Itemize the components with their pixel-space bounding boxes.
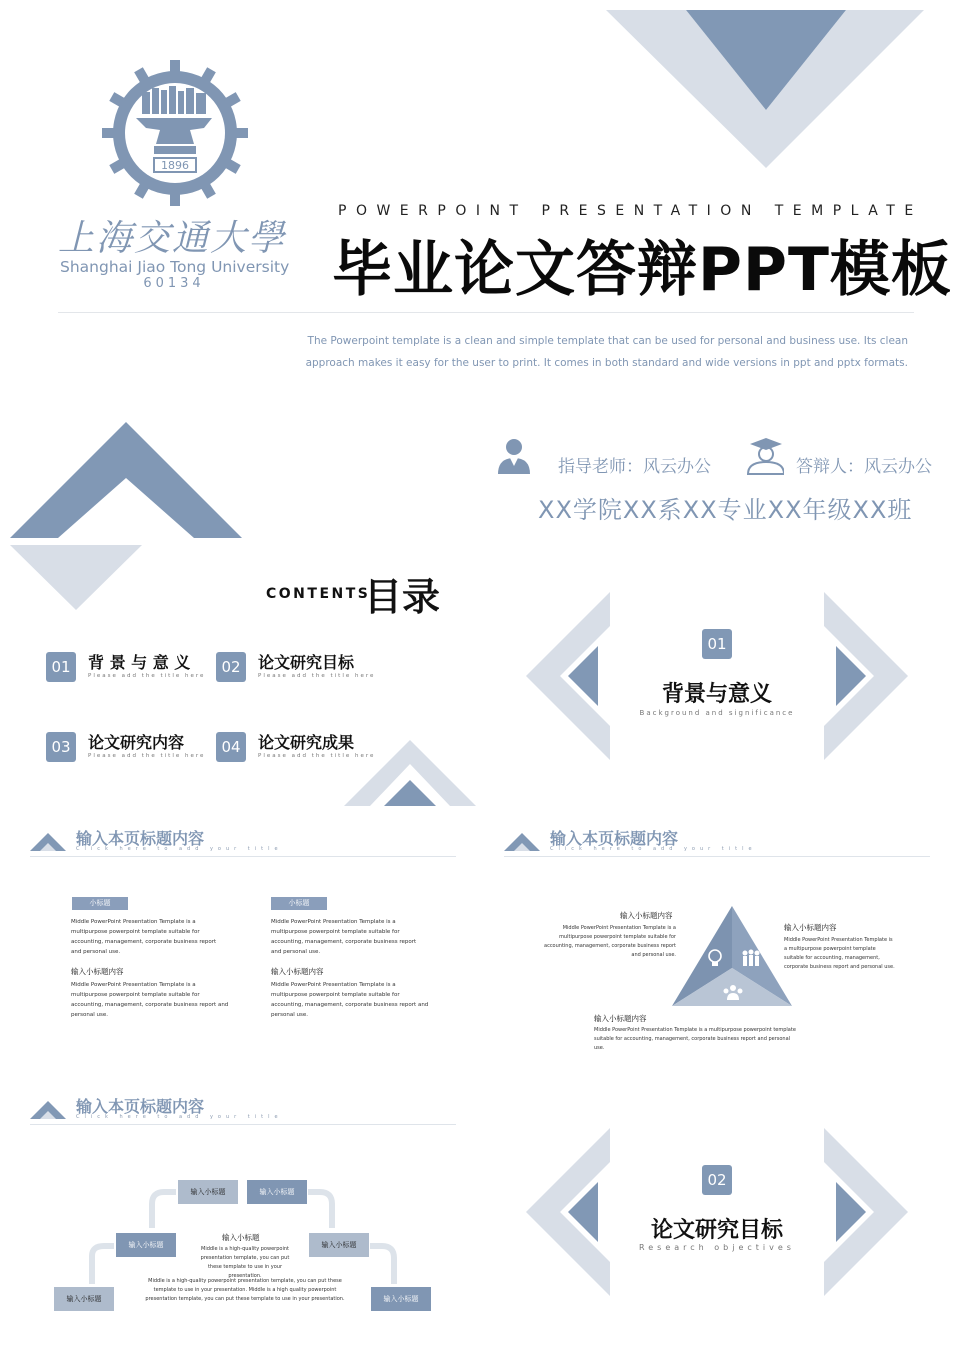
people-icon xyxy=(740,948,762,970)
contents-dark-triangle xyxy=(384,780,436,806)
arrow-lower-left xyxy=(92,1246,114,1284)
flow-box-mid-left: 输入小标题 xyxy=(116,1233,176,1257)
slide-a-text-2: Middle PowerPoint Presentation Template is a multipurpose powerpoint template suitable for accounting, management, corporate business report and personal use. xyxy=(71,982,229,1018)
cover-divider xyxy=(58,312,914,313)
slide-a-subtitle: Click here to add your title xyxy=(76,846,283,852)
flow-bottom-text: Middle is a high-quality powerpoint presentation template, you can put these template to use in your presentation. Middle is a high quality powerpoint presentation template, you can put these template to use in your presentation. xyxy=(145,1278,345,1302)
toc-sub-1: Please add the title here xyxy=(88,673,206,679)
university-code: 60134 xyxy=(143,276,205,291)
flow-center-text: Middle is a high-quality powerpoint presentation template, you can put these template to use in your presentation. xyxy=(200,1246,290,1279)
toc-sub-3: Please add the title here xyxy=(88,753,206,759)
slide-a-divider xyxy=(30,856,456,857)
slide-c-title: 输入本页标题内容 xyxy=(76,1097,205,1116)
flow-box-bottom-left: 输入小标题 xyxy=(54,1287,114,1311)
slide-b-bottom-heading: 输入小标题内容 xyxy=(594,1014,647,1023)
college-class-label: XX学院XX系XX专业XX年级XX班 xyxy=(538,496,913,524)
slide-a-tag-2: 小标题 xyxy=(271,897,327,910)
flow-center-heading: 输入小标题 xyxy=(222,1233,260,1242)
slide-a-text-1: Middle PowerPoint Presentation Template is a multipurpose powerpoint template suitable for accounting, management, corporate business report and personal use. xyxy=(71,919,217,955)
contents-title: 目录 xyxy=(364,575,441,619)
university-name-en: Shanghai Jiao Tong University xyxy=(60,258,290,276)
slide-a-text-4: Middle PowerPoint Presentation Template is a multipurpose powerpoint template suitable for accounting, management, corporate business report and personal use. xyxy=(271,982,429,1018)
cover-title: 毕业论文答辩PPT模板 xyxy=(332,235,952,305)
toc-number-1: 01 xyxy=(46,652,76,682)
slide-c-subtitle: Click here to add your title xyxy=(76,1114,283,1120)
slide-b-right-heading: 输入小标题内容 xyxy=(784,923,837,932)
cover-left-light-chevron xyxy=(10,545,142,610)
toc-number-2: 02 xyxy=(216,652,246,682)
cover-left-dark-chevron xyxy=(10,422,242,538)
arrow-up-right xyxy=(308,1192,332,1228)
slide-b-title: 输入本页标题内容 xyxy=(550,829,679,848)
slide-b-subtitle: Click here to add your title xyxy=(550,846,757,852)
section2-title: 论文研究目标 xyxy=(650,1218,783,1243)
slide-a-heading-2: 输入小标题内容 xyxy=(271,967,324,976)
lightbulb-icon xyxy=(706,948,724,970)
arrow-up-left xyxy=(152,1192,176,1228)
slide-b-divider xyxy=(504,856,930,857)
toc-title-4[interactable]: 论文研究成果 xyxy=(258,733,355,752)
slide-b-right-text: Middle PowerPoint Presentation Template is a multipurpose powerpoint template suitable for accounting, management, corporate business report and personal use. xyxy=(784,937,895,970)
flow-box-bottom-right: 输入小标题 xyxy=(371,1287,431,1311)
slide-a-tag-1: 小标题 xyxy=(72,897,128,910)
toc-number-3: 03 xyxy=(46,732,76,762)
slide-a-title: 输入本页标题内容 xyxy=(76,829,205,848)
section2-subtitle: Research objectives xyxy=(639,1243,795,1252)
slide-b-bottom-text: Middle PowerPoint Presentation Template is a multipurpose powerpoint template suitable for accounting, management, corporate business report and personal use. xyxy=(594,1027,796,1051)
toc-sub-4: Please add the title here xyxy=(258,753,376,759)
defender-label: 答辩人：风云办公 xyxy=(796,457,932,477)
cover-subtitle: POWERPOINT PRESENTATION TEMPLATE xyxy=(338,203,923,219)
slide-c-divider xyxy=(30,1124,456,1125)
flow-box-mid-right: 输入小标题 xyxy=(309,1233,369,1257)
slide-a-heading-1: 输入小标题内容 xyxy=(71,967,124,976)
flow-box-top-left: 输入小标题 xyxy=(178,1180,238,1204)
toc-number-4: 04 xyxy=(216,732,246,762)
arrow-lower-right xyxy=(370,1246,394,1284)
team-icon xyxy=(722,984,744,1000)
advisor-label: 指导老师：风云办公 xyxy=(558,457,711,477)
person-icon xyxy=(496,436,532,476)
section1-number-badge: 01 xyxy=(702,629,732,659)
toc-title-2[interactable]: 论文研究目标 xyxy=(258,653,355,672)
section1-subtitle: Background and significance xyxy=(639,709,795,717)
section1-title: 背景与意义 xyxy=(661,682,772,707)
slide-b-left-heading: 输入小标题内容 xyxy=(620,911,673,920)
toc-title-3[interactable]: 论文研究内容 xyxy=(88,733,185,752)
slide-a-text-3: Middle PowerPoint Presentation Template is a multipurpose powerpoint template suitable for accounting, management, corporate business report and personal use. xyxy=(271,919,417,955)
flow-box-top-right: 输入小标题 xyxy=(247,1180,307,1204)
cover-description: The Powerpoint template is a clean and simple template that can be used for personal and business use. Its clean approach makes it easy for the user to print. It comes in both standard and wide versions in ppt and pptx formats. xyxy=(305,335,908,369)
logo-year: 1896 xyxy=(161,159,189,172)
contents-label: CONTENTS xyxy=(266,586,371,602)
section2-number-badge: 02 xyxy=(702,1165,732,1195)
university-name-cn: 上海交通大學 xyxy=(58,218,287,259)
graduate-icon xyxy=(744,436,784,476)
slide-b-left-text: Middle PowerPoint Presentation Template is a multipurpose powerpoint template suitable for accounting, management, corporate business report and personal use. xyxy=(544,925,676,958)
university-logo xyxy=(100,58,250,208)
toc-sub-2: Please add the title here xyxy=(258,673,376,679)
toc-title-1[interactable]: 背 景 与 意 义 xyxy=(88,653,191,672)
